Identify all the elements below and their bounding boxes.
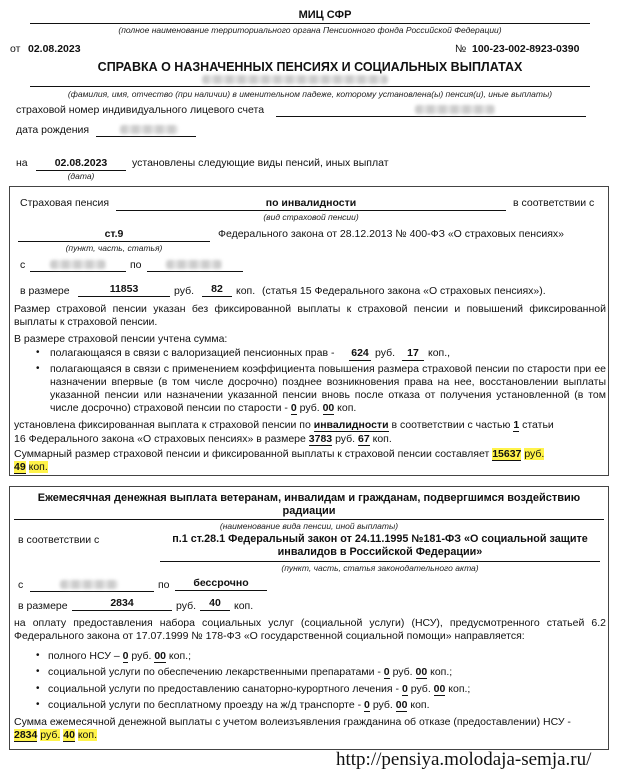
nsu-item: социальной услуги по бесплатному проезду на ж/д транспорте - 0 руб. 00 коп. bbox=[48, 699, 430, 711]
from-label: с bbox=[20, 259, 26, 271]
name-line bbox=[30, 86, 590, 87]
date-caption: (дата) bbox=[67, 171, 95, 181]
nsu-item: социальной услуги по предоставлению санаторно-курортного лечения - 0 руб. 00 коп.; bbox=[48, 683, 471, 695]
divider bbox=[30, 23, 590, 24]
pension-kop: 82 bbox=[202, 283, 232, 297]
redacted-to-date bbox=[166, 260, 222, 269]
total-pension: Суммарный размер страховой пенсии и фиксированной выплаты к страховой пенсии составляет 15637 руб. 49 коп. bbox=[14, 448, 545, 473]
nsu-text: на оплату предоставления набора социальных услуг (социальной услуги) (НСУ), предусмотренного статьей 6.2 Федерального закона от 17.07.1999 № 178-ФЗ «О государственной социальной помощи» направляется: bbox=[14, 617, 606, 642]
number-prefix: № bbox=[455, 43, 467, 55]
page-title: СПРАВКА О НАЗНАЧЕННЫХ ПЕНСИЯХ И СОЦИАЛЬНЫХ ВЫПЛАТАХ bbox=[97, 60, 523, 74]
kop-label: коп. bbox=[234, 600, 254, 612]
valorization-kop: 17 bbox=[402, 347, 424, 361]
rub-label: руб. bbox=[174, 285, 195, 297]
established-text: установлены следующие виды пенсий, иных выплат bbox=[132, 157, 389, 169]
edv-total-rub: 2834 bbox=[14, 729, 38, 741]
rub-label: руб. bbox=[375, 347, 396, 359]
org-caption: (полное наименование территориального органа Пенсионного фонда Российской Федерации) bbox=[118, 25, 502, 35]
to-line bbox=[147, 271, 243, 272]
divider bbox=[160, 561, 600, 562]
snils-label: страховой номер индивидуального лицевого счета bbox=[16, 104, 265, 116]
fixed-payment-line1: установлена фиксированная выплата к страховой пенсии по инвалидности в соответствии с частью 1 статьи bbox=[14, 419, 554, 431]
bullet-icon: • bbox=[36, 347, 40, 358]
valorization-rub: 624 bbox=[349, 347, 371, 361]
edv-total-kop: 40 bbox=[63, 729, 75, 741]
total-pension-rub: 15637 bbox=[492, 448, 522, 460]
redacted-name bbox=[202, 75, 388, 84]
edv-to-label: по bbox=[158, 579, 170, 591]
birth-label: дата рождения bbox=[16, 124, 90, 136]
fixed-rub: 3783 bbox=[308, 433, 333, 445]
name-caption: (фамилия, имя, отчество (при наличии) в именительном падеже, которому установлена(ы) пенсия(и), иные выплаты) bbox=[67, 89, 553, 99]
amount-label: в размере bbox=[20, 285, 70, 297]
bullet-icon: • bbox=[36, 666, 40, 677]
fixed-part: 1 bbox=[513, 419, 520, 431]
pension-note: Размер страховой пенсии указан без фиксированной выплаты к страховой пенсии и повышений фиксированной выплаты к страховой пенсии. bbox=[14, 303, 606, 328]
pension-label: Страховая пенсия bbox=[20, 197, 110, 209]
edv-title: Ежемесячная денежная выплата ветеранам, инвалидам и гражданам, подвергшимся воздействию радиации bbox=[37, 492, 581, 517]
nsu-item: социальной услуги по обеспечению лекарственными препаратами - 0 руб. 00 коп.; bbox=[48, 666, 453, 678]
redacted-snils bbox=[415, 105, 495, 114]
kop-label: коп., bbox=[428, 347, 451, 359]
on-label: на bbox=[16, 157, 28, 169]
pension-article: ст.9 bbox=[18, 228, 210, 242]
divider bbox=[14, 519, 604, 520]
bullet-icon: • bbox=[36, 699, 40, 710]
edv-law: п.1 ст.28.1 Федеральный закон от 24.11.1995 №181-ФЗ «О социальной защите инвалидов в Российской Федерации» bbox=[172, 533, 588, 558]
edv-title-caption: (наименование вида пенсии, иной выплаты) bbox=[219, 521, 399, 531]
redacted-from-date bbox=[50, 260, 106, 269]
edv-amount-label: в размере bbox=[18, 600, 68, 612]
article-caption: (пункт, часть, статья) bbox=[65, 243, 163, 253]
coefficient-kop: 00 bbox=[322, 402, 335, 414]
watermark-link[interactable]: http://pensiya.molodaja-semja.ru/ bbox=[336, 749, 592, 770]
fixed-payment-line2: 16 Федерального закона «О страховых пенсиях» в размере 3783 руб. 67 коп. bbox=[14, 433, 392, 445]
coefficient-rub: 0 bbox=[290, 402, 297, 414]
edv-total: Сумма ежемесячной денежной выплаты с учетом волеизъявления гражданина об отказе (предоставлении) НСУ - 2834 руб. 40 коп. bbox=[14, 716, 571, 741]
edv-kop: 40 bbox=[200, 597, 230, 611]
fixed-type: инвалидности bbox=[313, 419, 389, 431]
edv-to-value: бессрочно bbox=[175, 577, 267, 591]
bullet-icon: • bbox=[36, 363, 40, 374]
edv-accordance-label: в соответствии с bbox=[18, 534, 100, 546]
includes-label: В размере страховой пенсии учтена сумма: bbox=[14, 333, 228, 345]
pension-rub: 11853 bbox=[78, 283, 170, 297]
bullet-icon: • bbox=[36, 650, 40, 661]
rub-label: руб. bbox=[176, 600, 197, 612]
snils-line bbox=[276, 116, 586, 117]
coefficient-text: полагающаяся в связи с применением коэффициента повышения размера страховой пенсии по старости при ее назначении впервые (в том числе досрочно) позднее возникновения права на нее, восстановлении выплаты указанной пенсии или назначении указанной пенсии вновь после отказа от получения установленной (в том числе досрочно) страховой пенсии по старости - 0 руб. 00 коп. bbox=[50, 363, 606, 414]
to-label: по bbox=[130, 259, 142, 271]
edv-rub: 2834 bbox=[72, 597, 172, 611]
org-name: МИЦ СФР bbox=[298, 9, 352, 21]
total-pension-kop: 49 bbox=[14, 461, 26, 473]
edv-from-label: с bbox=[18, 579, 24, 591]
document-number: 100-23-002-8923-0390 bbox=[472, 43, 580, 55]
bullet-icon: • bbox=[36, 683, 40, 694]
pension-type: по инвалидности bbox=[116, 197, 506, 211]
edv-from-line bbox=[30, 591, 154, 592]
edv-law-caption: (пункт, часть, статья законодательного акта) bbox=[281, 563, 479, 573]
accordance-label: в соответствии с bbox=[513, 197, 595, 209]
birth-line bbox=[96, 136, 196, 137]
redacted-birthdate bbox=[120, 125, 178, 134]
document-date: 02.08.2023 bbox=[28, 43, 81, 55]
valorization-text: полагающаяся в связи с валоризацией пенсионных прав - bbox=[50, 347, 335, 359]
from-line bbox=[30, 271, 126, 272]
kop-label: коп. bbox=[236, 285, 256, 297]
pension-law: Федерального закона от 28.12.2013 № 400-ФЗ «О страховых пенсиях» bbox=[218, 228, 564, 240]
article15-text: (статья 15 Федерального закона «О страховых пенсиях»). bbox=[262, 285, 546, 297]
fixed-kop: 67 bbox=[358, 433, 370, 445]
nsu-item: полного НСУ – 0 руб. 00 коп.; bbox=[48, 650, 191, 662]
type-caption: (вид страховой пенсии) bbox=[263, 212, 359, 222]
date-prefix: от bbox=[10, 43, 21, 55]
redacted-edv-from-date bbox=[60, 580, 118, 589]
on-date: 02.08.2023 bbox=[36, 157, 126, 171]
